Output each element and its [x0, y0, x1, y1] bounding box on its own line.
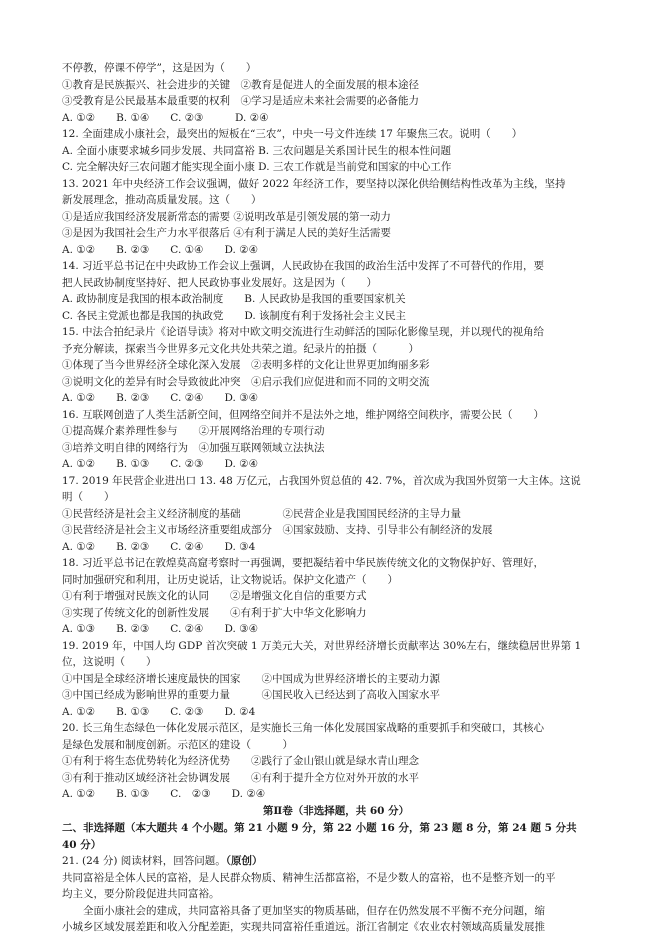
option-line: ①有利于将生态优势转化为经济优势 ②践行了金山银山就是绿水青山理念 [62, 755, 419, 767]
option-line: ③有利于推动区域经济社会协调发展 ④有利于提升全方位对外开放的水平 [62, 771, 419, 784]
option-line: ①有利于增强对民族文化的认同 ②是增强文化自信的重要方式 [62, 590, 367, 602]
answer-choices: A. ①③ B. ②③ C. ②④ D. ③④ [62, 623, 259, 635]
question-21-prefix: 21. (24 分) 阅读材料，回答问题。 [62, 855, 226, 867]
answer-choices: A. ①② B. ①③ C. ②③ D. ②④ [62, 458, 259, 470]
option-line: ①提高媒介素养理性参与 ②开展网络治理的专项行动 [62, 425, 325, 437]
text-line: 同时加强研究和利用，让历史说话，让文物说话。保护文化遗产（ ） [62, 573, 398, 586]
option-line: ③是因为我国社会生产力水平很落后 ④有利于满足人民的美好生活需要 [62, 227, 391, 239]
option-line: ①体现了当今世界经济全球化深入发展 ②表明多样的文化让世界更加绚丽多彩 [62, 359, 430, 371]
section-title: 第Ⅱ卷（非选择题，共 60 分） [262, 805, 410, 817]
passage-line: 全面小康社会的建成，共同富裕具备了更加坚实的物质基础，但存在仍然发展不平衡不充分问题，缩 [62, 904, 545, 917]
section-heading: 40 分） [62, 838, 102, 851]
question-12: 12. 全面建成小康社会，最突出的短板在“三农”，中央一号文件连续 17 年聚焦三农。说明（ ） [62, 128, 523, 140]
question-16: 16. 互联网创造了人类生活新空间，但网络空间并不是法外之地，维护网络空间秩序，需要公民（ ） [62, 408, 545, 421]
option-line: ①教育是民族振兴、社会进步的关键 ②教育是促进人的全面发展的根本途径 [62, 78, 419, 91]
option-line: ③实现了传统文化的创新性发展 ④有利于扩大中华文化影响力 [62, 606, 367, 619]
text-line: 不停教，停课不停学”，这是因为（ ） [62, 62, 257, 74]
text-line: 明（ ） [62, 491, 115, 503]
option-line: C. 各民主党派也都是我国的执政党 D. 该制度有利于发扬社会主义民主 [62, 309, 407, 322]
question-15: 15. 中法合拍纪录片《论语导读》将对中欧文明交流进行生动鲜活的国际化影像呈现，并以现代的视角给 [62, 326, 545, 338]
question-20: 20. 长三角生态绿色一体化发展示范区，是实施长三角一体化发展国家战略的重要抓手和突破口，其核心 [62, 722, 545, 734]
question-21-tag: （原创） [225, 855, 263, 867]
option-line: A. 全面小康要求城乡同步发展、共同富裕 B. 三农问题是关系国计民生的根本性问题 [62, 144, 451, 157]
option-line: ①是适应我国经济发展新常态的需要 ②说明改革是引领发展的第一动力 [62, 210, 391, 223]
answer-choices: A. ①② B. ②③ C. ①④ D. ②④ [62, 243, 259, 256]
text-line: 予充分解读，探索当今世界多元文化共处共荣之道。纪录片的拍摄（ ） [62, 342, 419, 355]
section-heading: 二、非选择题（本大题共 4 个小题。第 21 小题 9 分，第 22 小题 16 分，第 23 题 8 分，第 24 题 5 分共 [62, 822, 577, 834]
answer-choices: A. ①② B. ②③ C. ②④ D. ③4 [62, 540, 256, 553]
answer-choices: A. ①② B. ①③ C. ②③ D. ②④ [62, 788, 266, 800]
exam-page [62, 60, 610, 933]
question-19: 19. 2019 年，中国人均 GDP 首次突破 1 万美元大关，对世界经济增长贡献率达 30%左右，继续稳居世界第 1 [62, 639, 582, 652]
question-17: 17. 2019 年民营企业进出口 13. 48 万亿元，占我国外贸总值的 42. 7%，首次成为我国外贸第一大主体。这说 [62, 474, 581, 487]
answer-choices: A. ①② B. ①④ C. ②③ D. ②④ [62, 111, 269, 124]
option-line: ③说明文化的差异有时会导致彼此冲突 ④启示我们应促进和而不同的文明交流 [62, 375, 430, 388]
text-line: 位，这说明（ ） [62, 656, 157, 668]
question-21 [62, 853, 610, 869]
text-line: 新发展理念，推动高质量发展。这（ ） [62, 194, 262, 206]
passage-line: 小城乡区域发展差距和收入分配差距，实现共同富裕任重道远。浙江省制定《农业农村领域高质量发展推 [62, 921, 545, 933]
question-13: 13. 2021 年中央经济工作会议强调，做好 2022 年经济工作，要坚持以深化供给侧结构性改革为主线，坚持 [62, 177, 566, 190]
option-line: ③民营经济是社会主义市场经济重要组成部分 ④国家鼓励、支持、引导非公有制经济的发展 [62, 524, 493, 536]
option-line: ①中国是全球经济增长速度最快的国家 ②中国成为世界经济增长的主要动力源 [62, 672, 440, 685]
answer-choices: A. ①② B. ②③ C. ②④ D. ③④ [62, 392, 259, 404]
option-line: C. 完全解决好三农问题才能实现全面小康 D. 三农工作就是当前党和国家的中心工作 [62, 161, 452, 173]
option-line: A. 政协制度是我国的根本政治制度 B. 人民政协是我国的重要国家机关 [62, 293, 406, 305]
answer-choices: A. ①② B. ①③ C. ②③ D. ②4 [62, 705, 256, 718]
option-line: ①民营经济是社会主义经济制度的基础 ②民营企业是我国国民经济的主导力量 [62, 507, 461, 520]
question-14: 14. 习近平总书记在中央政协工作会议上强调，人民政协在我国的政治生活中发挥了不可替代的作用，要 [62, 260, 545, 272]
passage-line: 共同富裕是全体人民的富裕，是人民群众物质、精神生活都富裕，不是少数人的富裕，也不是整齐划一的平 [62, 871, 556, 884]
text-line: 把人民政协制度坚持好、把人民政协事业发展好。这是因为（ ） [62, 276, 377, 289]
option-line: ③培养文明自律的网络行为 ④加强互联网领域立法执法 [62, 441, 325, 454]
passage-line: 均主义，要分阶段促进共同富裕。 [62, 888, 220, 900]
option-line: ③受教育是公民最基本最重要的权利 ④学习是适应未来社会需要的必备能力 [62, 95, 419, 107]
option-line: ③中国已经成为影响世界的重要力量 ④国民收入已经达到了高收入国家水平 [62, 689, 440, 701]
text-line: 是绿色发展和制度创新。示范区的建设（ ） [62, 738, 293, 751]
question-18: 18. 习近平总书记在敦煌莫高窟考察时一再强调，要把凝结着中华民族传统文化的文物保护好、管理好， [62, 557, 545, 569]
